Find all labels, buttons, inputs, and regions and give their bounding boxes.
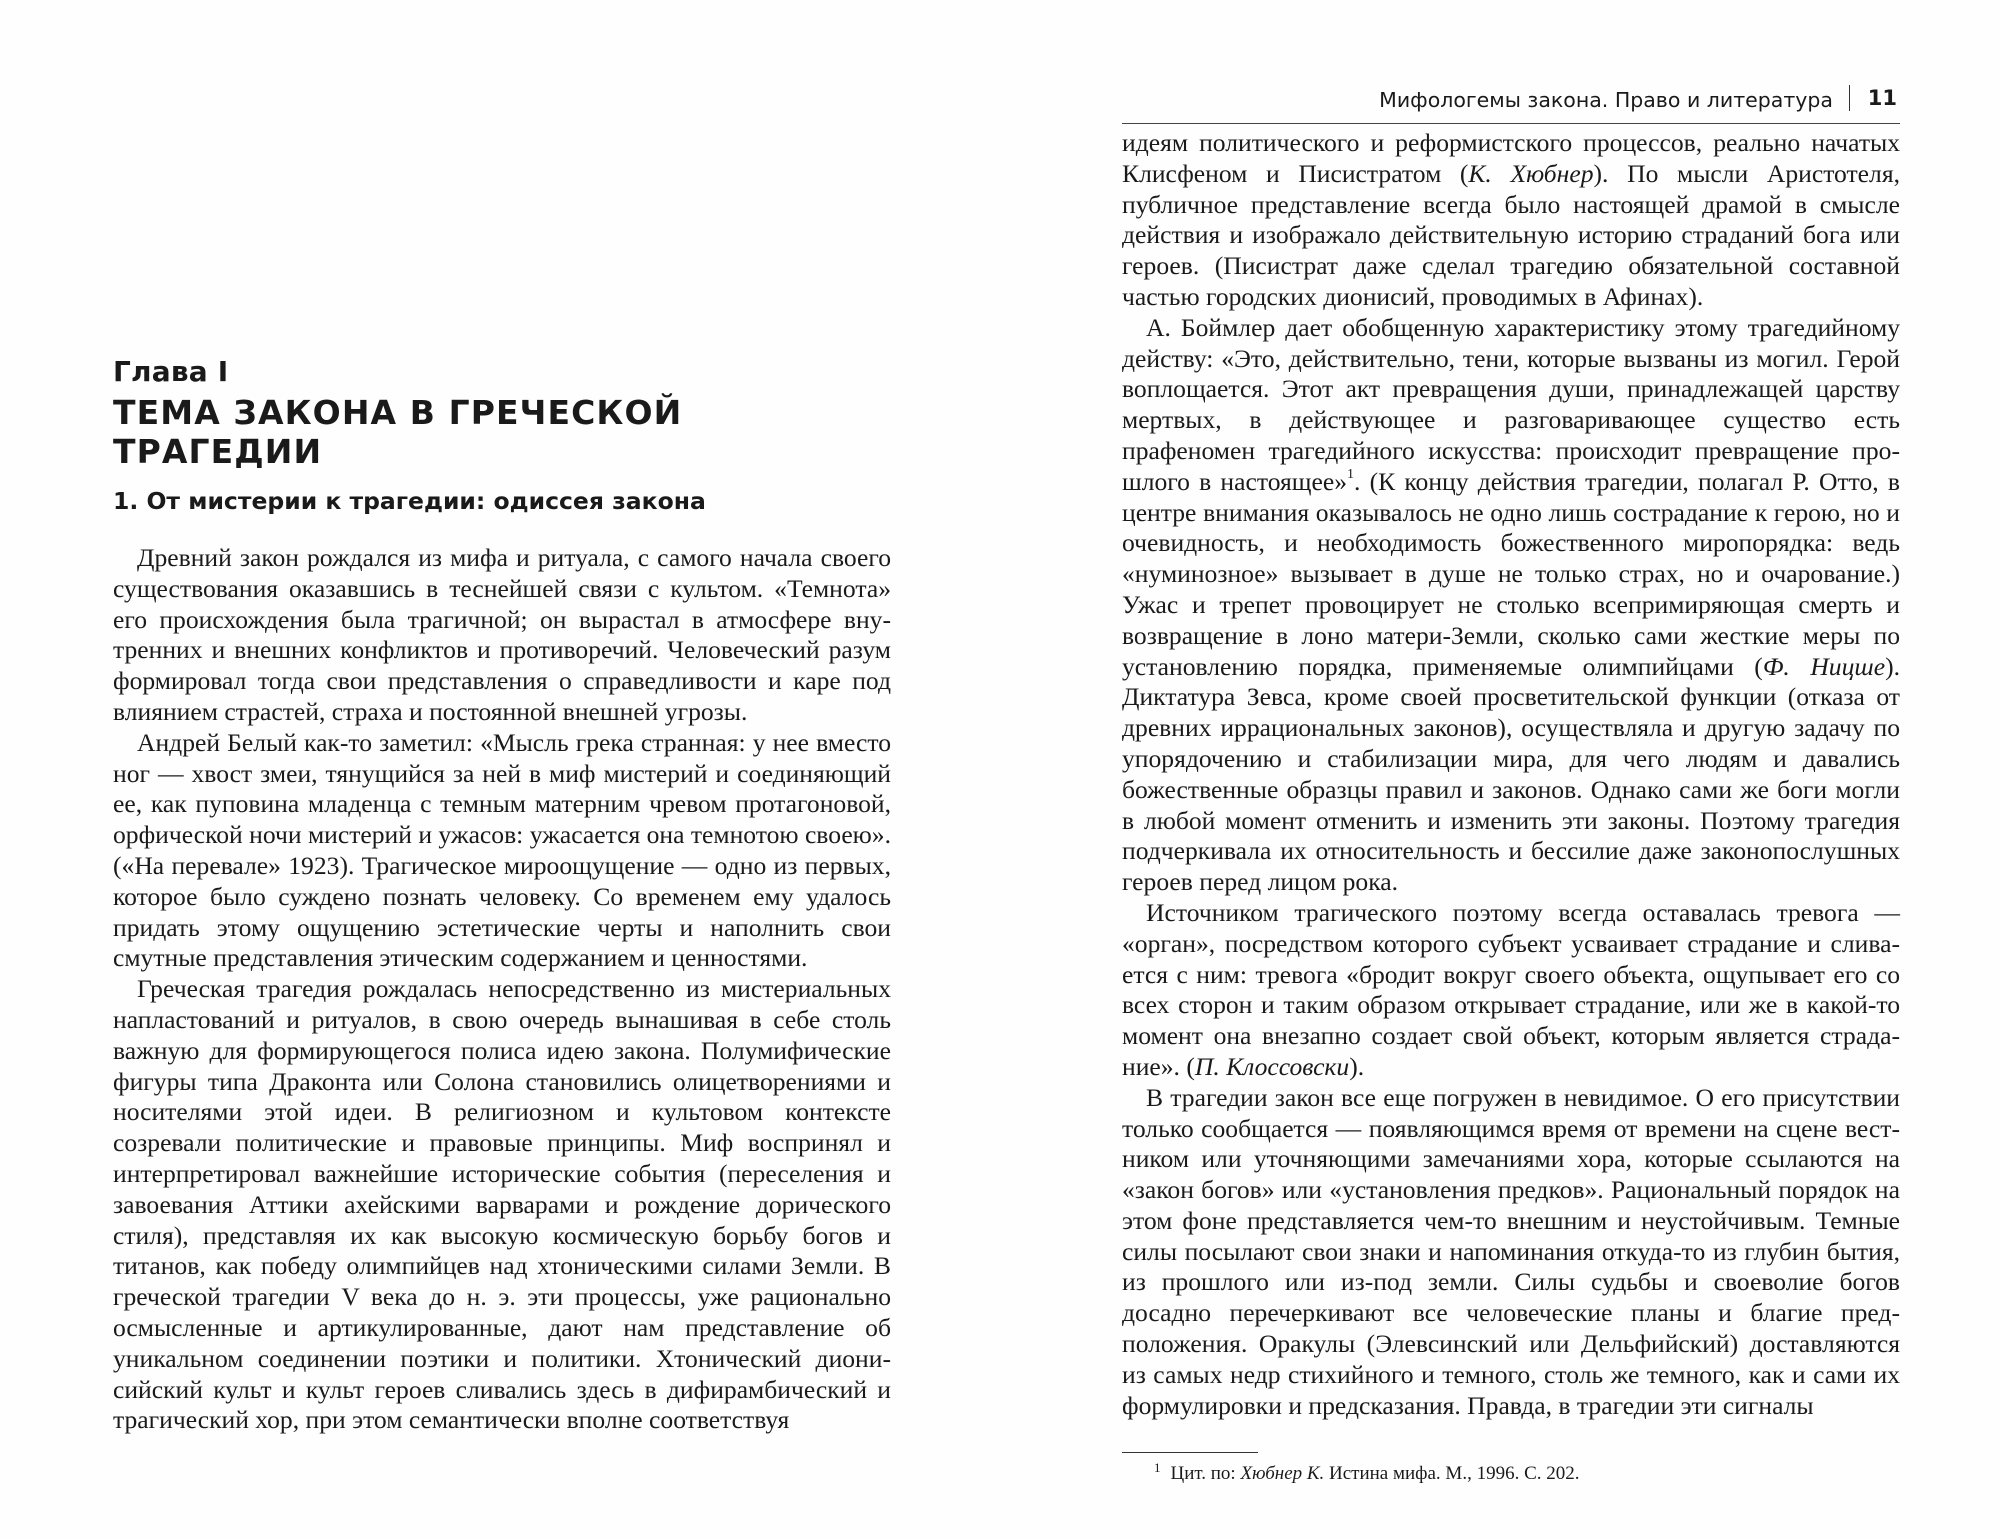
left-body-text: [113, 543, 891, 1436]
paragraph: Андрей Белый как-то заметил: «Мысль грека странная: у нее вместо ног — хвост змеи, тянущийся за ней в миф мистерий и соединяющий ее, как пуповина младенца с темным матерним чревом протагоновой, орфической ночи мистерий и ужасов: ужасается она темнотою своею». («На перевале» 1923). Трагическое мироощущение — одно из первых, которое было суждено познать человеку. Со временем ему удалось придать этому ощущению эстетические черты и наполнить свои смутные представления этическим содержанием и ценностями.: [113, 727, 891, 973]
paragraph: Греческая трагедия рождалась непосредственно из мистериальных напластований и ритуалов, в свою очередь вынашивая в себе столь важную для формирующегося полиса идею закона. Полумифические фигуры типа Драконта или Солона становились олицетворениями и носителями этой идеи. В религиозном и культовом контексте созревали политические и правовые принципы. Миф воспринял и интерпретировал важнейшие исторические события (переселения и завоевания Аттики ахейскими варварами и рождение дорического стиля), представляя их как высокую космическую борьбу богов и титанов, как победу олимпийцев над хтоническими силами Земли. В греческой трагедии V века до н. э. эти процессы, уже рационально осмысленные и артикулированные, дают нам представление об уникальном соединении поэтики и политики. Хтонический дионисийский культ и культ героев сливались здесь в дифирамбический и трагический хор, при этом семантически вполне соответствуя: [113, 974, 891, 1435]
paragraph: идеям политического и реформистского процессов, реально начатых Клисфеном и Писистратом (К. Хюбнер). По мысли Аристотеля, публичное представление всегда было настоящей драмой в смысле действия и изображало действительную историю страданий бога или героев. (Писистрат даже сделал трагедию обязательной составной частью городских дионисий, проводимых в Афинах).: [1122, 128, 1900, 311]
chapter-label: Глава I: [113, 355, 229, 388]
section-title: 1. От мистерии к трагедии: одиссея закона: [113, 487, 706, 515]
citation: Ф. Ницше: [1762, 651, 1886, 681]
paragraph: Источником трагического поэтому всегда оставалась тревога — «орган», посредством которого субъект усваивает страдание и сливается с ним: тревога «бродит вокруг своего объекта, ощупывает его со всех сторон и таким образом открывает страдание, или же в какой-то момент она внезапно создает свой объект, которым является страдание». (П. Клоссовски).: [1122, 897, 1900, 1081]
citation: К. Хюбнер: [1468, 158, 1594, 188]
paragraph: Древний закон рождался из мифа и ритуала, с самого начала своего существования оказавшись в теснейшей связи с культом. «Темнота» его происхождения была трагичной; он вырастал в атмосфере внутренних и внешних конфликтов и противоречий. Человеческий разум формировал тогда свои представления о справедливости и каре под влиянием страстей, страха и постоянной внешней угрозы.: [113, 543, 891, 726]
page-number: 11: [1867, 86, 1897, 110]
paragraph: В трагедии закон все еще погружен в невидимое. О его присутствии только сообщается — появляющимся время от времени на сцене вестником или уточняющими замечаниями хора, которые ссылаются на «закон богов» или «установления предков». Рациональный порядок на этом фоне представляется чем-то внешним и неустойчивым. Темные силы посылают свои знаки и напоминания откуда-то из глубин бытия, из прошлого или из-под земли. Силы судьбы и своеволие богов досадно перечеркивают все человеческие планы и благие предположения. Оракулы (Элевсинский или Дельфийский) доставляются из самых недр стихийного и темного, столь же темного, как и сами их формулировки и предсказания. Правда, в трагедии эти сигналы: [1122, 1082, 1900, 1420]
left-page: [113, 0, 891, 1539]
right-page: [1122, 0, 1900, 1539]
footnote-number: 1: [1154, 1460, 1161, 1475]
right-body-text: [1122, 128, 1900, 1421]
citation: П. Клоссовски: [1194, 1051, 1350, 1081]
header-separator: [1849, 85, 1851, 111]
running-header: [1122, 85, 1900, 124]
footnote-reference: 1: [1347, 467, 1355, 483]
footnote-author: Хюбнер К.: [1240, 1463, 1325, 1484]
footnote-rule: [1122, 1452, 1258, 1453]
running-header-title: Мифологемы закона. Право и литература: [1379, 88, 1833, 112]
footnote: $^1$ Цит. по: Хюбнер К. Истина мифа. М., 1996. С. 202.: [1154, 1460, 1580, 1484]
paragraph: А. Боймлер дает обобщенную характеристику этому трагедийному действу: «Это, действительно, тени, которые вызваны из могил. Герой воплощается. Этот акт превращения души, принадлежащей царству мертвых, в действующее и разговаривающее существо есть прафеномен трагедийного искусства: происходит превращение прошлого в настоящее»$^1$. (К концу действия трагедии, полагал Р. Отто, в центре внимания оказывалось не одно лишь сострадание к герою, но и очевидность, и необходимость божественного миропорядка: ведь «нуминозное» вызывает в душе не только страх, но и очарование.) Ужас и трепет провоцирует не столько всепримиряющая смерть и возвращение в лоно матери-Земли, сколько сами жесткие меры по установлению порядка, применяемые олимпийцами (Ф. Ницше). Диктатура Зевса, кроме своей просветительской функции (отказа от древних иррациональных законов), осуществляла и другую задачу по упорядочению и стабилизации мира, для чего людям и давались божественные образцы правил и законов. Однако сами же боги могли в любой момент отменить и изменить эти законы. Поэтому трагедия подчеркивала их относительность и бессилие даже законопослушных героев перед лицом рока.: [1122, 312, 1900, 897]
chapter-title: ТЕМА ЗАКОНА В ГРЕЧЕСКОЙ ТРАГЕДИИ: [113, 393, 683, 471]
